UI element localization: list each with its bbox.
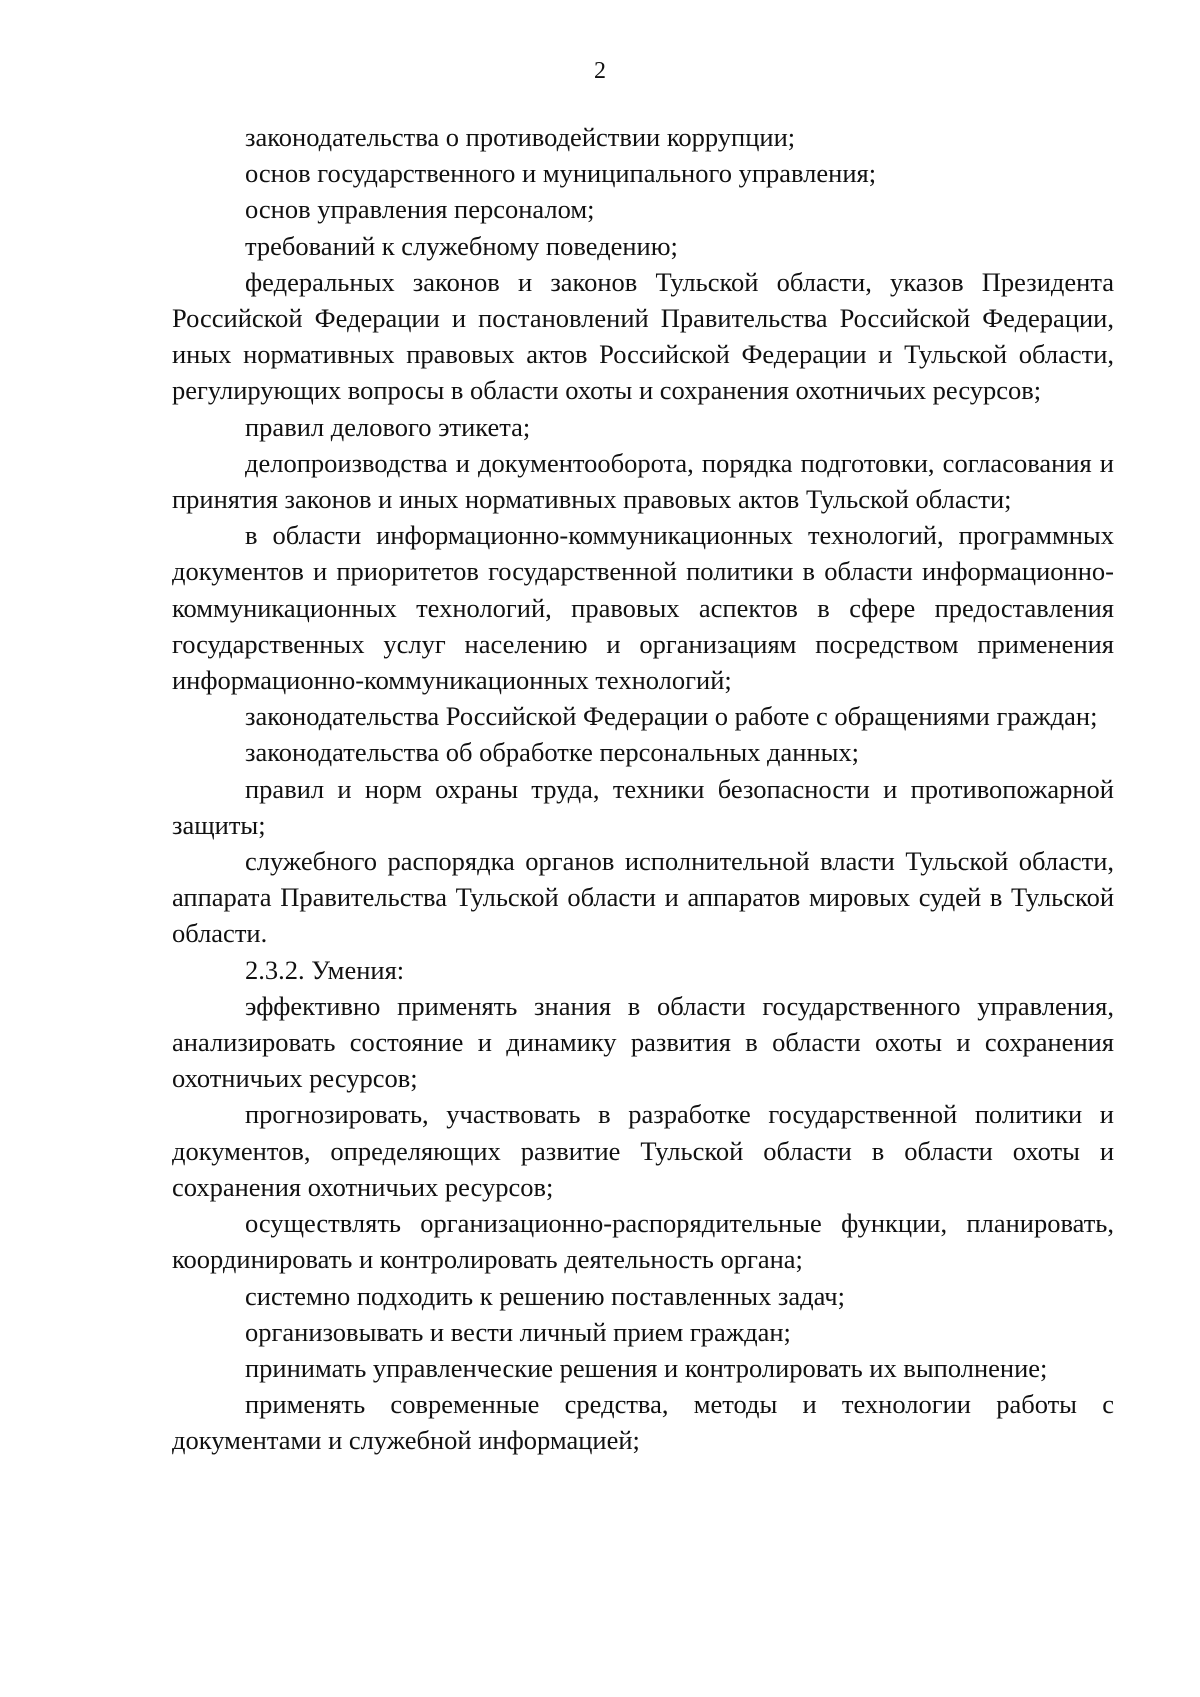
paragraph: законодательства об обработке персональных данных; xyxy=(245,737,860,768)
document-body xyxy=(172,119,1114,1459)
section-heading: 2.3.2. Умения: xyxy=(245,954,405,985)
paragraph: федеральных законов и законов Тульской области, указов Президента Российской Федерации и постановлений Правительства Российской Федерации, иных нормативных правовых актов Российской Федерации и Тульской области, регулирующих вопросы в области охоты и сохранения охотничьих ресурсов; xyxy=(172,266,1114,406)
paragraph: эффективно применять знания в области государственного управления, анализировать состояние и динамику развития в области охоты и сохранения охотничьих ресурсов; xyxy=(172,990,1114,1094)
paragraph: законодательства Российской Федерации о работе с обращениями граждан; xyxy=(245,701,1098,732)
paragraph: законодательства о противодействии коррупции; xyxy=(245,122,796,152)
paragraph: организовывать и вести личный прием граждан; xyxy=(245,1316,791,1347)
paragraph: делопроизводства и документооборота, порядка подготовки, согласования и принятия законов и иных нормативных правовых актов Тульской области; xyxy=(172,447,1114,515)
page-number: 2 xyxy=(594,58,606,84)
paragraph: принимать управленческие решения и контролировать их выполнение; xyxy=(245,1352,1048,1383)
paragraph: применять современные средства, методы и технологии работы с документами и служебной информацией; xyxy=(172,1389,1114,1456)
paragraph: системно подходить к решению поставленных задач; xyxy=(245,1280,845,1311)
paragraph: в области информационно-коммуникационных технологий, программных документов и приоритетов государственной политики в области информационно-коммуникационных технологий, правовых аспектов в сфере предоставления государственных услуг населению и организациям посредством применения информационно-коммуникационных технологий; xyxy=(172,520,1114,696)
paragraph: требований к служебному поведению; xyxy=(245,230,678,261)
paragraph: служебного распорядка органов исполнительной власти Тульской области, аппарата Правительства Тульской области и аппаратов мировых судей в Тульской области. xyxy=(172,846,1114,949)
paragraph: основ управления персоналом; xyxy=(245,194,595,225)
paragraph: правил и норм охраны труда, техники безопасности и противопожарной защиты; xyxy=(172,773,1114,840)
paragraph: осуществлять организационно-распорядительные функции, планировать, координировать и контролировать деятельность органа; xyxy=(172,1208,1114,1275)
paragraph: правил делового этикета; xyxy=(245,411,531,442)
paragraph: основ государственного и муниципального управления; xyxy=(245,158,877,189)
paragraph: прогнозировать, участвовать в разработке государственной политики и документов, определяющих развитие Тульской области в области охоты и сохранения охотничьих ресурсов; xyxy=(172,1099,1114,1202)
